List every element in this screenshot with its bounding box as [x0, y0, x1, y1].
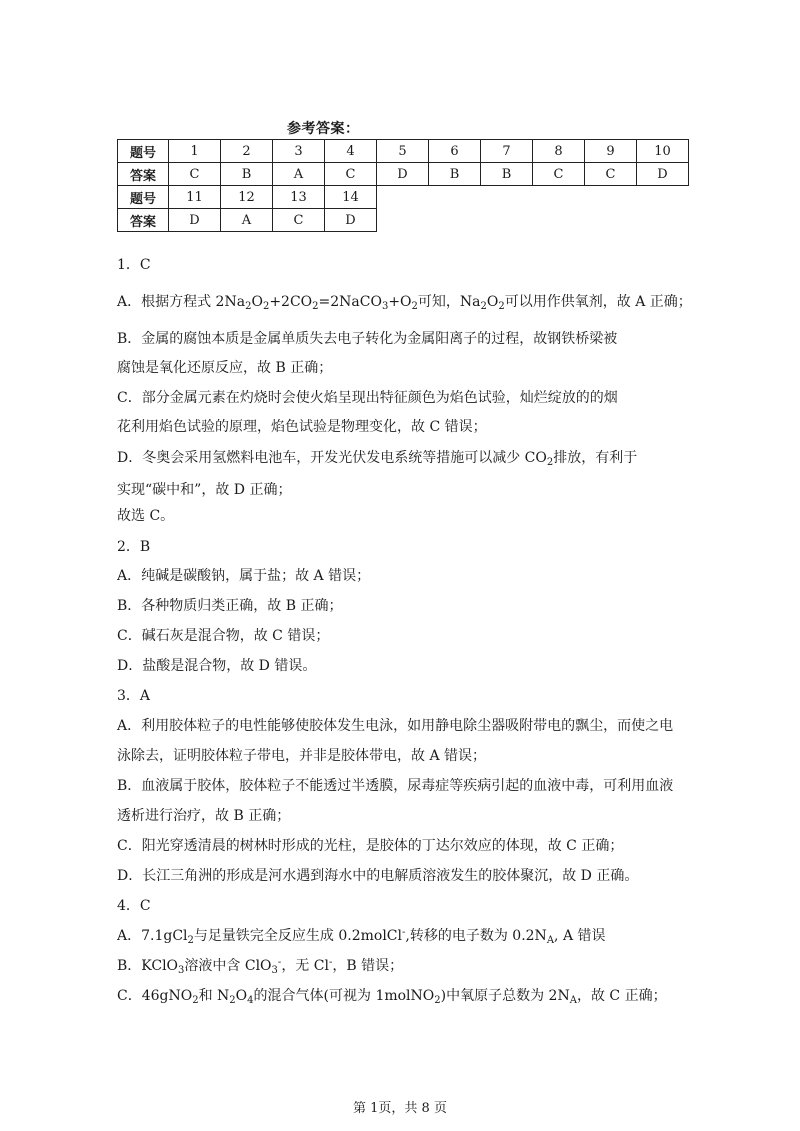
- text-run: ，无 Cl: [281, 958, 329, 974]
- text-run: C．阳光穿透清晨的树林时形成的光柱，是胶体的丁达尔效应的体现，故 C 正确；: [117, 838, 624, 854]
- table-cell: 9: [585, 140, 637, 163]
- text-line: [117, 655, 316, 675]
- table-cell: C: [533, 163, 585, 186]
- text-run: A．利用胶体粒子的电性能够使胶体发生电泳，如用静电除尘器吸附带电的飘尘，而使之电: [117, 718, 674, 734]
- text-run: A．根据方程式 2Na: [117, 294, 246, 310]
- text-run: B．KClO: [117, 958, 179, 974]
- empty-cell: [377, 186, 429, 209]
- text-line: [117, 985, 667, 1006]
- page-footer: 第 1页，共 8 页: [353, 1101, 447, 1116]
- table-cell: 1: [169, 140, 221, 163]
- text-line: [117, 254, 151, 274]
- text-run: =2NaCO: [318, 294, 382, 310]
- text-run: D．盐酸是混合物，故 D 错误。: [117, 658, 317, 674]
- text-run: 泳除去，证明胶体粒子带电，并非是胶体带电，故 A 错误；: [117, 748, 487, 764]
- table-cell: C: [169, 163, 221, 186]
- table-cell: 3: [273, 140, 325, 163]
- superscript: -: [277, 957, 282, 968]
- table-cell: 13: [273, 186, 325, 209]
- text-line: [117, 925, 606, 946]
- empty-cell: [585, 209, 637, 232]
- text-run: +2CO: [269, 294, 313, 310]
- text-line: [117, 565, 370, 585]
- table-cell: D: [325, 209, 377, 232]
- text-run: 的混合气体(可视为 1molNO: [253, 988, 435, 1004]
- text-run: 3．A: [117, 688, 151, 704]
- subscript: 2: [312, 301, 319, 312]
- empty-cell: [481, 209, 533, 232]
- subscript: A: [569, 995, 577, 1006]
- text-run: O: [251, 294, 263, 310]
- text-line: [117, 447, 637, 468]
- table-cell: 5: [377, 140, 429, 163]
- subscript: 2: [546, 457, 554, 468]
- table-row: [118, 140, 689, 163]
- table-row: [118, 163, 689, 186]
- empty-cell: [637, 209, 689, 232]
- text-line: [117, 505, 174, 525]
- text-line: [117, 328, 617, 348]
- table-cell: C: [273, 209, 325, 232]
- subscript: 2: [192, 995, 199, 1006]
- text-run: A．纯碱是碳酸钠，属于盐；故 A 错误；: [117, 568, 371, 584]
- text-line: [117, 595, 342, 615]
- text-run: C．碱石灰是混合物，故 C 错误；: [117, 628, 330, 644]
- subscript: 3: [178, 965, 185, 976]
- row-header: 题号: [118, 186, 169, 209]
- answer-key-title: 参考答案：: [287, 121, 360, 137]
- text-run: 实现“碳中和”，故 D 正确；: [117, 482, 292, 498]
- subscript: 2: [434, 995, 441, 1006]
- table-cell: A: [273, 163, 325, 186]
- text-run: ，故 C 正确；: [576, 988, 667, 1004]
- text-run: 腐蚀是氧化还原反应，故 B 正确；: [117, 360, 333, 376]
- text-run: 1．C: [117, 257, 151, 273]
- text-run: 溶液中含 ClO: [184, 958, 272, 974]
- table-cell: D: [169, 209, 221, 232]
- row-header: 题号: [118, 140, 169, 163]
- subscript: 2: [411, 301, 418, 312]
- table-cell: 8: [533, 140, 585, 163]
- text-run: 故选 C。: [117, 508, 175, 524]
- text-run: ，B 错误；: [332, 958, 404, 974]
- text-run: 与足量铁完全反应生成 0.2molCl: [193, 928, 402, 944]
- text-line: [117, 479, 291, 499]
- text-line: [117, 745, 486, 765]
- text-line: [117, 625, 329, 645]
- table-cell: B: [481, 163, 533, 186]
- table-cell: 11: [169, 186, 221, 209]
- text-line: [117, 835, 623, 855]
- subscript: 2: [262, 301, 270, 312]
- text-run: C．部分金属元素在灼烧时会使火焰呈现出特征颜色为焰色试验，灿烂绽放的的烟: [117, 390, 618, 406]
- text-run: A．7.1gCl: [117, 928, 188, 944]
- subscript: 4: [247, 995, 254, 1006]
- table-cell: 14: [325, 186, 377, 209]
- subscript: 3: [271, 965, 278, 976]
- empty-cell: [377, 209, 429, 232]
- text-run: ,转移的电子数为 0.2N: [405, 928, 547, 944]
- text-line: [117, 895, 151, 915]
- text-line: [117, 775, 673, 795]
- empty-cell: [533, 186, 585, 209]
- table-row: [118, 186, 689, 209]
- row-header: 答案: [118, 163, 169, 186]
- text-run: 4．C: [117, 898, 151, 914]
- subscript: 2: [480, 301, 487, 312]
- text-run: C．46gNO: [117, 988, 193, 1004]
- text-run: B．各种物质归类正确，故 B 正确；: [117, 598, 343, 614]
- answer-key-table: [117, 139, 689, 232]
- empty-cell: [585, 186, 637, 209]
- text-run: 透析进行治疗，故 B 正确；: [117, 808, 291, 824]
- empty-cell: [533, 209, 585, 232]
- text-run: , A 错误: [554, 928, 606, 944]
- table-cell: B: [429, 163, 481, 186]
- table-cell: B: [221, 163, 273, 186]
- text-line: [117, 291, 692, 312]
- table-cell: 12: [221, 186, 273, 209]
- table-cell: C: [325, 163, 377, 186]
- subscript: 2: [187, 935, 194, 946]
- text-line: [117, 955, 403, 976]
- table-row: [118, 209, 689, 232]
- text-run: 排放，有利于: [553, 450, 638, 466]
- text-run: D．长江三角洲的形成是河水遇到海水中的电解质溶液发生的胶体聚沉，故 D 正确。: [117, 868, 639, 884]
- table-cell: 2: [221, 140, 273, 163]
- subscript: 2: [229, 995, 236, 1006]
- text-line: [117, 387, 618, 407]
- text-run: 可以用作供氧剂，故 A 正确；: [504, 294, 692, 310]
- table-cell: 4: [325, 140, 377, 163]
- superscript: -: [402, 927, 406, 938]
- table-cell: 10: [637, 140, 689, 163]
- text-line: [117, 685, 150, 705]
- text-run: O: [235, 988, 248, 1004]
- subscript: A: [546, 935, 555, 946]
- superscript: -: [328, 957, 333, 968]
- table-cell: D: [637, 163, 689, 186]
- text-line: [117, 536, 150, 556]
- empty-cell: [481, 186, 533, 209]
- text-run: 2．B: [117, 539, 151, 555]
- text-run: D．冬奥会采用氢燃料电池车，开发光伏发电系统等措施可以减少 CO: [117, 450, 547, 466]
- text-line: [117, 865, 638, 885]
- text-run: )中氧原子总数为 2N: [440, 988, 570, 1004]
- table-cell: C: [585, 163, 637, 186]
- text-line: [117, 805, 290, 825]
- text-run: 和 N: [198, 988, 230, 1004]
- subscript: 2: [245, 301, 252, 312]
- table-cell: D: [377, 163, 429, 186]
- row-header: 答案: [118, 209, 169, 232]
- text-run: B．血液属于胶体，胶体粒子不能透过半透膜，尿毒症等疾病引起的血液中毒，可利用血液: [117, 778, 674, 794]
- text-line: [117, 416, 487, 436]
- text-run: +O: [388, 294, 412, 310]
- subscript: 3: [381, 301, 389, 312]
- text-run: 可知，Na: [417, 294, 481, 310]
- subscript: 2: [498, 301, 505, 312]
- text-line: [117, 715, 673, 735]
- empty-cell: [429, 186, 481, 209]
- table-cell: 6: [429, 140, 481, 163]
- empty-cell: [429, 209, 481, 232]
- empty-cell: [637, 186, 689, 209]
- text-run: B．金属的腐蚀本质是金属单质失去电子转化为金属阳离子的过程，故钢铁桥梁被: [117, 331, 618, 347]
- text-run: O: [486, 294, 499, 310]
- text-run: 花利用焰色试验的原理，焰色试验是物理变化，故 C 错误；: [117, 419, 487, 435]
- table-cell: 7: [481, 140, 533, 163]
- text-line: [117, 357, 332, 377]
- table-cell: A: [221, 209, 273, 232]
